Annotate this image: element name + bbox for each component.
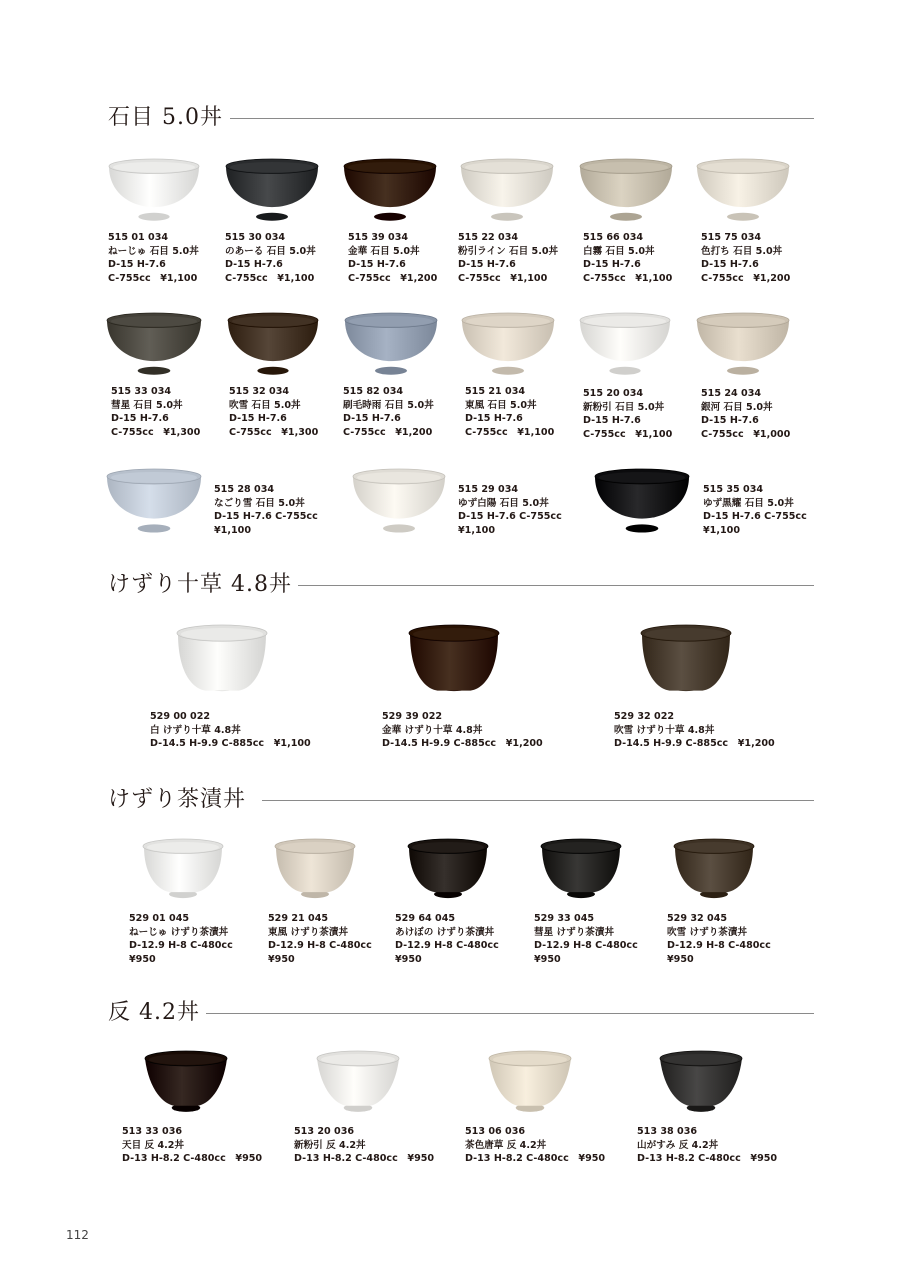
product-name: 金華 けずり十草 4.8丼 (382, 724, 483, 736)
product-name: あけぼの けずり茶漬丼 (395, 926, 495, 938)
section-title: けずり十草 4.8丼 (108, 572, 292, 597)
section-divider (298, 585, 814, 586)
product-price: C-755cc ¥1,100 (108, 272, 198, 284)
product-spec: D-12.9 H-8 C-480cc (395, 940, 499, 952)
product-spec: D-15 H-7.6 (701, 415, 759, 427)
product-code: 515 82 034 (343, 386, 404, 397)
product-spec: D-13 H-8.2 C-480cc ¥950 (465, 1153, 606, 1165)
product-name: ゆず白陽 石目 5.0丼 (458, 497, 549, 509)
product-code: 529 01 045 (129, 913, 190, 924)
bowl-image (460, 158, 554, 224)
bowl-image (673, 838, 755, 904)
product-code: 515 32 034 (229, 386, 290, 397)
product-name: 東風 けずり茶漬丼 (268, 926, 349, 938)
product-name: 茶色唐草 反 4.2丼 (465, 1139, 547, 1151)
product-price: C-755cc ¥1,300 (111, 426, 201, 438)
bowl-image (461, 312, 555, 378)
product-name: 白霧 石目 5.0丼 (583, 245, 655, 257)
product-code: 513 06 036 (465, 1126, 526, 1137)
product-code: 529 32 022 (614, 711, 675, 722)
product-spec: D-15 H-7.6 (108, 259, 166, 271)
product-name: 吹雪 けずり十草 4.8丼 (614, 724, 715, 736)
product-code: 515 66 034 (583, 232, 644, 243)
product-name: 新粉引 石目 5.0丼 (583, 401, 665, 413)
product-spec: D-12.9 H-8 C-480cc (667, 940, 771, 952)
product-spec: D-15 H-7.6 (348, 259, 406, 271)
bowl-image (594, 468, 690, 536)
product-code: 515 30 034 (225, 232, 286, 243)
bowl-image (274, 838, 356, 904)
bowl-image (640, 624, 732, 698)
product-price: C-755cc ¥1,200 (701, 272, 791, 284)
product-price: C-755cc ¥1,100 (465, 426, 555, 438)
bowl-image (579, 312, 671, 378)
product-name: ねーじゅ けずり茶漬丼 (129, 926, 229, 938)
product-spec: D-13 H-8.2 C-480cc ¥950 (294, 1153, 435, 1165)
product-name: 新粉引 反 4.2丼 (294, 1139, 366, 1151)
product-name: 色打ち 石目 5.0丼 (701, 245, 783, 257)
product-name: 天目 反 4.2丼 (122, 1139, 185, 1151)
product-price: C-755cc ¥1,300 (229, 426, 319, 438)
product-code: 515 75 034 (701, 232, 762, 243)
product-spec: D-13 H-8.2 C-480cc ¥950 (122, 1153, 263, 1165)
product-spec: D-15 H-7.6 (583, 259, 641, 271)
product-name: のあーる 石目 5.0丼 (225, 245, 316, 257)
product-price: ¥950 (534, 953, 561, 965)
product-code: 515 01 034 (108, 232, 169, 243)
product-code: 513 20 036 (294, 1126, 355, 1137)
product-price: ¥950 (395, 953, 422, 965)
product-code: 515 28 034 (214, 484, 275, 495)
product-code: 515 24 034 (701, 388, 762, 399)
product-name: 吹雪 石目 5.0丼 (229, 399, 301, 411)
product-name: ゆず黒耀 石目 5.0丼 (703, 497, 794, 509)
product-code: 529 64 045 (395, 913, 456, 924)
bowl-image (343, 158, 437, 224)
product-code: 529 32 045 (667, 913, 728, 924)
bowl-image (106, 468, 202, 536)
product-name: 吹雪 けずり茶漬丼 (667, 926, 748, 938)
section-title: 反 4.2丼 (108, 1000, 200, 1025)
product-spec: D-12.9 H-8 C-480cc (268, 940, 372, 952)
product-spec: D-12.9 H-8 C-480cc (534, 940, 638, 952)
product-code: 515 20 034 (583, 388, 644, 399)
bowl-image (144, 1050, 228, 1118)
product-code: 529 39 022 (382, 711, 443, 722)
product-spec: D-13 H-8.2 C-480cc ¥950 (637, 1153, 778, 1165)
product-name: 山がすみ 反 4.2丼 (637, 1139, 719, 1151)
bowl-image (344, 312, 438, 378)
bowl-image (488, 1050, 572, 1118)
product-code: 529 21 045 (268, 913, 329, 924)
product-code: 515 33 034 (111, 386, 172, 397)
product-code: 513 33 036 (122, 1126, 183, 1137)
product-spec: D-15 H-7.6 (343, 413, 401, 425)
bowl-image (316, 1050, 400, 1118)
product-spec: D-15 H-7.6 (465, 413, 523, 425)
product-code: 513 38 036 (637, 1126, 698, 1137)
product-name: 彗星 石目 5.0丼 (111, 399, 183, 411)
product-price: C-755cc ¥1,100 (225, 272, 315, 284)
product-code: 515 39 034 (348, 232, 409, 243)
product-name: 粉引ライン 石目 5.0丼 (458, 245, 559, 257)
product-spec: D-15 H-7.6 (701, 259, 759, 271)
product-price: ¥1,100 (458, 524, 496, 536)
product-price: C-755cc ¥1,100 (583, 272, 673, 284)
product-spec: D-14.5 H-9.9 C-885cc ¥1,200 (614, 738, 775, 750)
product-spec: D-14.5 H-9.9 C-885cc ¥1,100 (150, 738, 311, 750)
bowl-image (659, 1050, 743, 1118)
product-spec: D-15 H-7.6 (583, 415, 641, 427)
bowl-image (696, 312, 790, 378)
product-spec: D-15 H-7.6 C-755cc (703, 511, 807, 523)
section-divider (262, 800, 814, 801)
bowl-image (227, 312, 319, 378)
product-spec: D-15 H-7.6 (111, 413, 169, 425)
product-code: 515 29 034 (458, 484, 519, 495)
bowl-image (540, 838, 622, 904)
bowl-image (108, 158, 200, 224)
bowl-image (407, 838, 489, 904)
product-spec: D-15 H-7.6 C-755cc (458, 511, 562, 523)
product-spec: D-15 H-7.6 (225, 259, 283, 271)
product-price: ¥950 (129, 953, 156, 965)
section-title: けずり茶漬丼 (108, 787, 247, 812)
bowl-image (225, 158, 319, 224)
product-spec: D-15 H-7.6 C-755cc (214, 511, 318, 523)
section-title: 石目 5.0丼 (108, 105, 223, 130)
section-divider (230, 118, 814, 119)
product-code: 515 22 034 (458, 232, 519, 243)
product-name: 彗星 けずり茶漬丼 (534, 926, 615, 938)
product-price: ¥950 (268, 953, 295, 965)
product-code: 515 35 034 (703, 484, 764, 495)
bowl-image (176, 624, 268, 698)
product-price: C-755cc ¥1,200 (343, 426, 433, 438)
product-name: 銀河 石目 5.0丼 (701, 401, 773, 413)
product-code: 529 00 022 (150, 711, 211, 722)
section-divider (206, 1013, 814, 1014)
product-code: 529 33 045 (534, 913, 595, 924)
bowl-image (352, 468, 446, 536)
product-price: ¥1,100 (214, 524, 252, 536)
product-price: C-755cc ¥1,000 (701, 428, 791, 440)
product-price: C-755cc ¥1,100 (458, 272, 548, 284)
product-spec: D-15 H-7.6 (458, 259, 516, 271)
product-code: 515 21 034 (465, 386, 526, 397)
bowl-image (408, 624, 500, 698)
product-price: ¥1,100 (703, 524, 741, 536)
product-spec: D-15 H-7.6 (229, 413, 287, 425)
bowl-image (696, 158, 790, 224)
page-number: 112 (66, 1228, 89, 1242)
product-name: 白 けずり十草 4.8丼 (150, 724, 241, 736)
product-spec: D-14.5 H-9.9 C-885cc ¥1,200 (382, 738, 543, 750)
bowl-image (106, 312, 202, 378)
product-name: ねーじゅ 石目 5.0丼 (108, 245, 199, 257)
product-price: C-755cc ¥1,100 (583, 428, 673, 440)
product-name: 東風 石目 5.0丼 (465, 399, 537, 411)
product-price: C-755cc ¥1,200 (348, 272, 438, 284)
product-spec: D-12.9 H-8 C-480cc (129, 940, 233, 952)
product-price: ¥950 (667, 953, 694, 965)
product-name: 金華 石目 5.0丼 (348, 245, 420, 257)
product-name: なごり雪 石目 5.0丼 (214, 497, 305, 509)
product-name: 刷毛時雨 石目 5.0丼 (343, 399, 434, 411)
bowl-image (579, 158, 673, 224)
bowl-image (142, 838, 224, 904)
